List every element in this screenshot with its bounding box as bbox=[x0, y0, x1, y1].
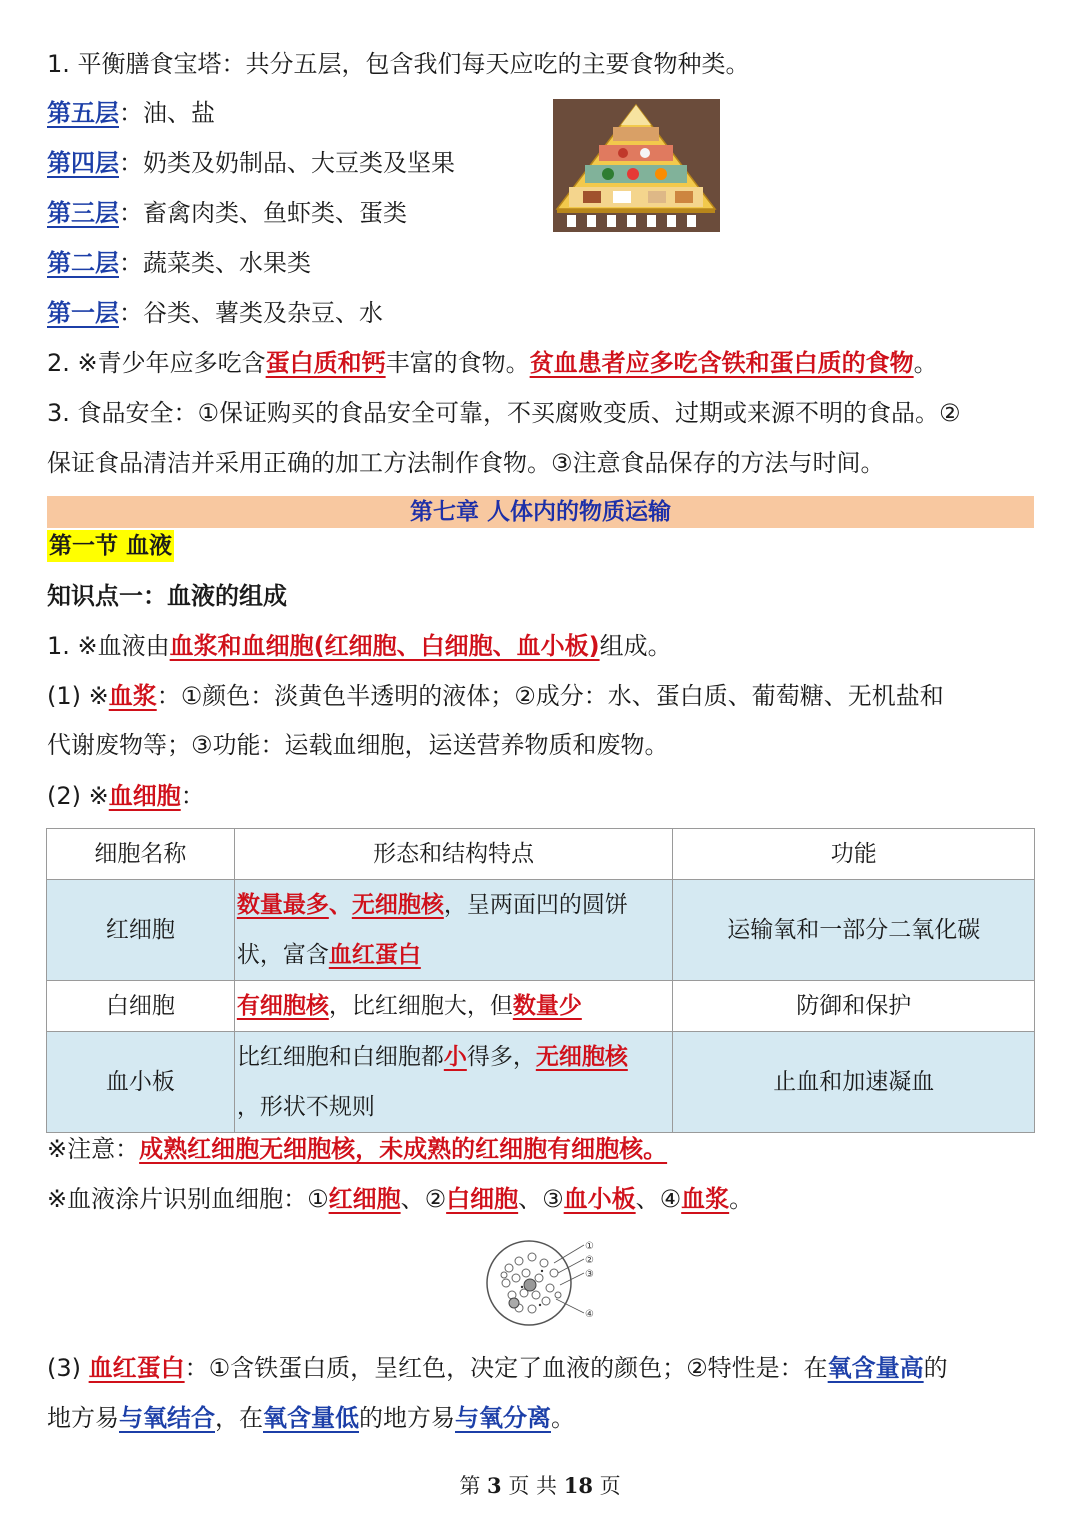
page-footer bbox=[0, 1470, 1080, 1500]
rbc-nucleus-note bbox=[47, 1132, 667, 1166]
layer-4 bbox=[47, 146, 455, 180]
table-row bbox=[47, 981, 1035, 1032]
teen-diet-d: 贫血患者应多吃含铁和蛋白质的食物 bbox=[529, 349, 914, 377]
plt-function: 止血和加速凝血 bbox=[673, 1032, 1035, 1133]
footer-b: 页 共 bbox=[501, 1474, 564, 1498]
wbc-f3: 数量少 bbox=[512, 993, 582, 1019]
rbc-f1: 数量最多 bbox=[236, 892, 329, 918]
table-row bbox=[47, 1032, 1035, 1133]
table-header-row bbox=[47, 829, 1035, 880]
hemoglobin-line-2 bbox=[47, 1401, 575, 1435]
section-title: 第一节 血液 bbox=[47, 530, 174, 562]
layer-3-name: 第三层 bbox=[47, 199, 119, 227]
hb-g: 与氧结合 bbox=[119, 1404, 215, 1432]
footer-c: 页 bbox=[592, 1474, 621, 1498]
layer-5-text: 油、盐 bbox=[143, 99, 215, 127]
cells-head-c: ： bbox=[180, 782, 205, 810]
wbc-f1: 有细胞核 bbox=[236, 993, 329, 1019]
layer-1-text: 谷类、薯类及杂豆、水 bbox=[143, 299, 383, 327]
smear-label-3: ③ bbox=[585, 1269, 594, 1280]
layer-4-name: 第四层 bbox=[47, 149, 119, 177]
layer-1-sep: ： bbox=[119, 299, 143, 327]
hb-e: 的 bbox=[923, 1354, 948, 1382]
teen-diet-note bbox=[47, 346, 938, 380]
layer-2-text: 蔬菜类、水果类 bbox=[143, 249, 311, 277]
rbc-f5: 状，富含 bbox=[236, 942, 329, 968]
wbc-f2: ，比红细胞大，但 bbox=[328, 993, 513, 1019]
cells-head-b: 血细胞 bbox=[108, 782, 181, 810]
blood-cells-table bbox=[46, 828, 1035, 1133]
hb-k: 与氧分离 bbox=[455, 1404, 551, 1432]
smear-b: 红细胞 bbox=[328, 1185, 401, 1213]
hb-b: 血红蛋白 bbox=[88, 1354, 185, 1382]
layer-1-name: 第一层 bbox=[47, 299, 119, 327]
smear-label-1: ① bbox=[585, 1241, 594, 1252]
hb-h: ，在 bbox=[215, 1404, 263, 1432]
chapter-heading bbox=[47, 496, 1034, 528]
plasma-a: (1) ※ bbox=[47, 682, 109, 710]
note-a: ※注意： bbox=[47, 1135, 140, 1163]
rbc-name: 红细胞 bbox=[47, 880, 235, 981]
layer-3 bbox=[47, 196, 407, 230]
wbc-features bbox=[234, 981, 673, 1032]
smear-i: 。 bbox=[729, 1185, 754, 1213]
plt-name: 血小板 bbox=[47, 1032, 235, 1133]
food-safety-line-2: 保证食品清洁并采用正确的加工方法制作食物。③注意食品保存的方法与时间。 bbox=[47, 449, 885, 477]
header-cell-function: 功能 bbox=[673, 829, 1035, 880]
smear-h: 血浆 bbox=[681, 1185, 730, 1213]
rbc-f2: 、 bbox=[328, 892, 352, 918]
note-b: 成熟红细胞无细胞核，未成熟的红细胞有细胞核。 bbox=[139, 1135, 668, 1163]
knowledge-point-title: 知识点一：血液的组成 bbox=[47, 582, 287, 610]
hb-d: 氧含量高 bbox=[827, 1354, 924, 1382]
page-total: 18 bbox=[563, 1473, 593, 1498]
rbc-function: 运输氧和一部分二氧化碳 bbox=[673, 880, 1035, 981]
plasma-b: 血浆 bbox=[108, 682, 157, 710]
cells-head-a: (2) ※ bbox=[47, 782, 109, 810]
rbc-f4: ，呈两面凹的圆饼 bbox=[443, 892, 628, 918]
page-number: 3 bbox=[487, 1473, 502, 1498]
wbc-name: 白细胞 bbox=[47, 981, 235, 1032]
header-cell-features: 形态和结构特点 bbox=[234, 829, 673, 880]
wbc-function: 防御和保护 bbox=[673, 981, 1035, 1032]
header-cell-name: 细胞名称 bbox=[47, 829, 235, 880]
teen-diet-c: 丰富的食物。 bbox=[385, 349, 530, 377]
smear-g: 、④ bbox=[635, 1185, 682, 1213]
teen-diet-e: 。 bbox=[913, 349, 938, 377]
layer-4-text: 奶类及奶制品、大豆类及坚果 bbox=[143, 149, 455, 177]
layer-1 bbox=[47, 296, 383, 330]
blood-comp-a: 1. ※血液由 bbox=[47, 632, 170, 660]
layer-2-name: 第二层 bbox=[47, 249, 119, 277]
smear-label-2: ② bbox=[585, 1255, 594, 1266]
food-safety-line-1: 3. 食品安全：①保证购买的食品安全可靠，不买腐败变质、过期或来源不明的食品。② bbox=[47, 399, 961, 427]
hb-l: 。 bbox=[551, 1404, 575, 1432]
hb-c: ：①含铁蛋白质，呈红色，决定了血液的颜色；②特性是：在 bbox=[184, 1354, 828, 1382]
chapter-title: 第七章 人体内的物质运输 bbox=[409, 499, 671, 525]
plt-f5: ，形状不规则 bbox=[236, 1094, 375, 1120]
footer-a: 第 bbox=[459, 1474, 488, 1498]
smear-c: 、② bbox=[400, 1185, 447, 1213]
teen-diet-a: 2. ※青少年应多吃含 bbox=[47, 349, 266, 377]
blood-comp-b: 血浆和血细胞(红细胞、白细胞、血小板) bbox=[169, 632, 600, 660]
plasma-line-1 bbox=[47, 679, 944, 713]
rbc-features bbox=[234, 880, 673, 981]
layer-3-text: 畜禽肉类、鱼虾类、蛋类 bbox=[143, 199, 407, 227]
layer-5-name: 第五层 bbox=[47, 99, 119, 127]
layer-4-sep: ： bbox=[119, 149, 143, 177]
blood-cells-heading bbox=[47, 779, 205, 813]
layer-2 bbox=[47, 246, 311, 280]
smear-f: 血小板 bbox=[563, 1185, 636, 1213]
smear-a: ※血液涂片识别血细胞：① bbox=[47, 1185, 329, 1213]
teen-diet-b: 蛋白质和钙 bbox=[265, 349, 386, 377]
smear-d: 白细胞 bbox=[446, 1185, 519, 1213]
rbc-f3: 无细胞核 bbox=[351, 892, 444, 918]
layer-5 bbox=[47, 96, 215, 130]
plasma-line-2: 代谢废物等；③功能：运载血细胞，运送营养物质和废物。 bbox=[47, 731, 669, 759]
hemoglobin-line-1 bbox=[47, 1351, 948, 1385]
plt-f1: 比红细胞和白细胞都 bbox=[236, 1044, 444, 1070]
layer-5-sep: ： bbox=[119, 99, 143, 127]
plt-f3: 得多， bbox=[466, 1044, 536, 1070]
plt-f2: 小 bbox=[443, 1044, 467, 1070]
plt-f4: 无细胞核 bbox=[535, 1044, 628, 1070]
table-row bbox=[47, 880, 1035, 981]
blood-smear-image bbox=[484, 1233, 604, 1333]
blood-comp-c: 组成。 bbox=[599, 632, 672, 660]
hb-a: (3) bbox=[47, 1354, 89, 1382]
blood-composition bbox=[47, 629, 672, 663]
food-pyramid-image bbox=[553, 99, 720, 232]
smear-label-4: ④ bbox=[585, 1309, 594, 1320]
hb-f: 地方易 bbox=[47, 1404, 119, 1432]
hb-j: 的地方易 bbox=[359, 1404, 455, 1432]
layer-2-sep: ： bbox=[119, 249, 143, 277]
hb-i: 氧含量低 bbox=[263, 1404, 359, 1432]
layer-3-sep: ： bbox=[119, 199, 143, 227]
pagoda-intro: 1. 平衡膳食宝塔：共分五层，包含我们每天应吃的主要食物种类。 bbox=[47, 50, 750, 78]
smear-e: 、③ bbox=[518, 1185, 564, 1213]
plt-features bbox=[234, 1032, 673, 1133]
blood-smear-identification bbox=[47, 1182, 753, 1216]
rbc-f6: 血红蛋白 bbox=[328, 942, 421, 968]
plasma-c: ：①颜色：淡黄色半透明的液体；②成分：水、蛋白质、葡萄糖、无机盐和 bbox=[156, 682, 944, 710]
